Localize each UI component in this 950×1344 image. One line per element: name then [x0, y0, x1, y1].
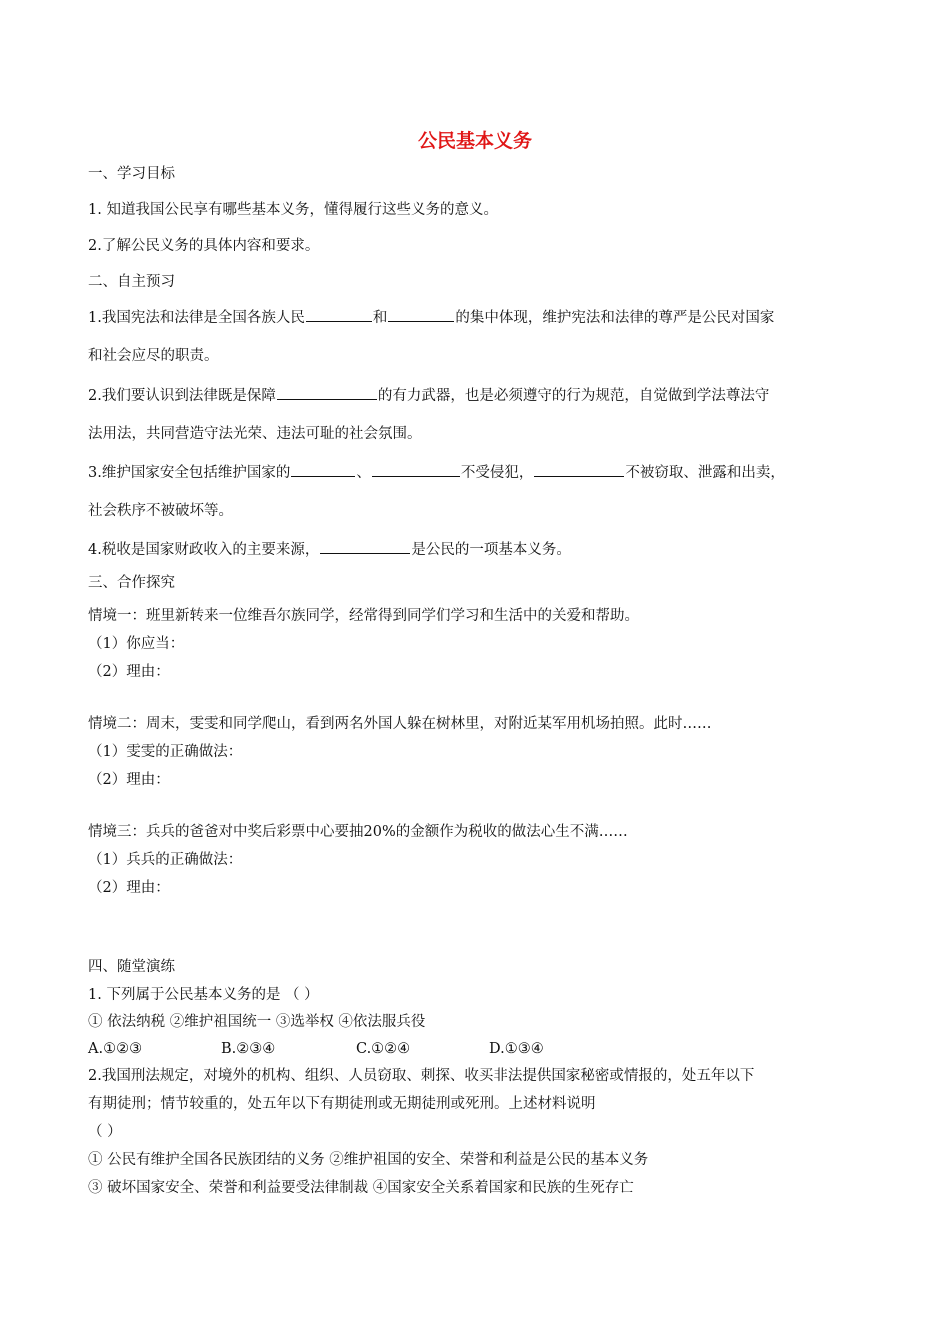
fill-blank[interactable] [388, 306, 454, 322]
preview-q3-line1: 3.维护国家安全包括维护国家的 、 不受侵犯， 不被窃取、泄露和出卖， [88, 461, 785, 483]
case-1-text: 情境一：班里新转来一位维吾尔族同学，经常得到同学们学习和生活中的关爱和帮助。 [88, 608, 639, 624]
option-b[interactable]: B.②③④ [221, 1041, 276, 1057]
goal-item-1: 1. 知道我国公民享有哪些基本义务，懂得履行这些义务的意义。 [88, 202, 498, 218]
goal-item-2: 2.了解公民义务的具体内容和要求。 [88, 238, 320, 254]
case-1-prompt-1: （1）你应当： [88, 636, 185, 652]
fill-blank[interactable] [534, 461, 624, 477]
practice-q1-items: ① 依法纳税 ②维护祖国统一 ③选举权 ④依法服兵役 [88, 1014, 426, 1030]
practice-q2-items-2: ③ 破坏国家安全、荣誉和利益要受法律制裁 ④国家安全关系着国家和民族的生死存亡 [88, 1180, 634, 1196]
fill-blank[interactable] [291, 461, 355, 477]
page-title: 公民基本义务 [417, 130, 532, 152]
practice-q2-items-1: ① 公民有维护全国各民族团结的义务 ②维护祖国的安全、荣誉和利益是公民的基本义务 [88, 1152, 649, 1168]
fill-blank[interactable] [372, 461, 460, 477]
option-a[interactable]: A.①②③ [88, 1041, 143, 1057]
preview-q2-line1: 2.我们要认识到法律既是保障 的有力武器，也是必须遵守的行为规范，自觉做到学法尊法守 [88, 384, 769, 406]
case-3-text: 情境三：兵兵的爸爸对中奖后彩票中心要抽20%的金额作为税收的做法心生不满…… [88, 824, 628, 840]
practice-q2-answer-paren: （ ） [88, 1124, 122, 1140]
preview-q2-line2: 法用法，共同营造守法光荣、违法可耻的社会氛围。 [88, 426, 422, 442]
case-2-prompt-1: （1）雯雯的正确做法： [88, 744, 243, 760]
preview-q3-line2: 社会秩序不被破坏等。 [88, 503, 233, 519]
case-2-text: 情境二：周末，雯雯和同学爬山，看到两名外国人躲在树林里，对附近某军用机场拍照。此时…… [88, 716, 712, 732]
fill-blank[interactable] [306, 306, 372, 322]
section-heading-practice: 四、随堂演练 [88, 959, 175, 975]
preview-q4: 4.税收是国家财政收入的主要来源， 是公民的一项基本义务。 [88, 538, 571, 560]
case-2-prompt-2: （2）理由： [88, 772, 170, 788]
preview-q1-line1: 1.我国宪法和法律是全国各族人民 和 的集中体现，维护宪法和法律的尊严是公民对国家 [88, 306, 774, 328]
practice-q2-line2: 有期徒刑；情节较重的，处五年以下有期徒刑或无期徒刑或死刑。上述材料说明 [88, 1096, 596, 1112]
section-heading-explore: 三、合作探究 [88, 575, 175, 591]
section-heading-preview: 二、自主预习 [88, 274, 175, 290]
practice-q1-stem: 1. 下列属于公民基本义务的是 （ ） [88, 987, 319, 1003]
case-3-prompt-1: （1）兵兵的正确做法： [88, 852, 243, 868]
case-1-prompt-2: （2）理由： [88, 664, 170, 680]
option-c[interactable]: C.①②④ [356, 1041, 411, 1057]
fill-blank[interactable] [320, 538, 410, 554]
case-3-prompt-2: （2）理由： [88, 880, 170, 896]
fill-blank[interactable] [277, 384, 377, 400]
practice-q2-line1: 2.我国刑法规定，对境外的机构、组织、人员窃取、刺探、收买非法提供国家秘密或情报的，处五年以下 [88, 1068, 755, 1084]
practice-q1-options [88, 1039, 544, 1059]
preview-q1-line2: 和社会应尽的职责。 [88, 348, 219, 364]
section-heading-goals: 一、学习目标 [88, 166, 175, 182]
option-d[interactable]: D.①③④ [489, 1041, 544, 1057]
